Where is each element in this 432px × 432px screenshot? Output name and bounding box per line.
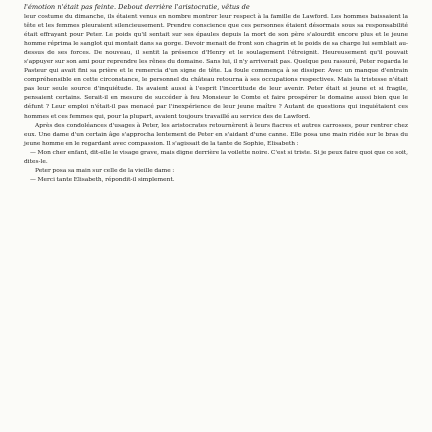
running-line: l'émotion n'était pas feinte. Debout derrière l'aristocratie, vêtus de	[24, 3, 250, 11]
dialogue-line: — Merci tante Elisabeth, répondit-il simplement.	[30, 176, 175, 183]
paragraph: leur costume du dimanche, ils étaient venus en nombre montrer leur respect à la famille de Lawford. Les hommes baissaient la tête et les femmes pleuraient silencieusement. Prendre conscience que ces personnes étaient désormais sous sa responsabilité était effrayant pour Peter. Le poids qu'il sentait sur ses épaules depuis la mort de son père s'alourdit encore plus et le jeune homme réprima le sanglot qui montait dans sa gorge. Devoir menait de front son chagrin et le poids de sa charge lui semblait au-dessus de ses forces. De nouveau, il sentit la présence d'Henry et le soulagement l'étreignit. Heureusement qu'il pouvait s'appuyer sur son ami pour reprendre les rênes du domaine. Sans lui, il n'y arriverait pas. Quelque peu rassuré, Peter regarda le Pasteur qui avait fini sa prière et le remercia d'un signe de tête. La foule commença à se dissiper. Avec un manque d'entrain compréhensible en cette circonstance, le personnel du château retourna à ses occupations respectives. Mais la tristesse n'était pas leur seule source d'inquiétude. Ils avaient aussi à l'esprit l'incertitude de leur avenir. Peter était si jeune et si fragile, pensaient certains. Serait-il en mesure de succéder à feu Monsieur le Comte et faire prospérer le domaine aussi bien que le défunt ? Leur emploi n'était-il pas menacé par l'inexpérience de leur jeune maître ? Autant de questions qui inquiétaient ces hommes et ces femmes qui, pour la plupart, avaient toujours travaillé au service des de Lawford.	[24, 14, 408, 120]
dialogue-line: — Mon cher enfant, dit-elle le visage grave, mais digne derrière la voilette noire. C'est si triste. Si je peux faire quoi que ce soit, dites-le.	[24, 149, 408, 165]
paragraph: Peter posa sa main sur celle de la vieille dame :	[35, 167, 175, 174]
body-text	[24, 13, 408, 185]
paragraph: Après des condoléances d'usages à Peter, les aristocrates retournèrent à leurs fiacres et autres carrosses, pour rentrer chez eux. Une dame d'un certain âge s'approcha lentement de Peter en s'aidant d'une canne. Elle posa une main ridée sur le bras du jeune homme en le regardant avec compassion. Il s'agissait de la tante de Sophie, Elisabeth :	[24, 122, 408, 147]
